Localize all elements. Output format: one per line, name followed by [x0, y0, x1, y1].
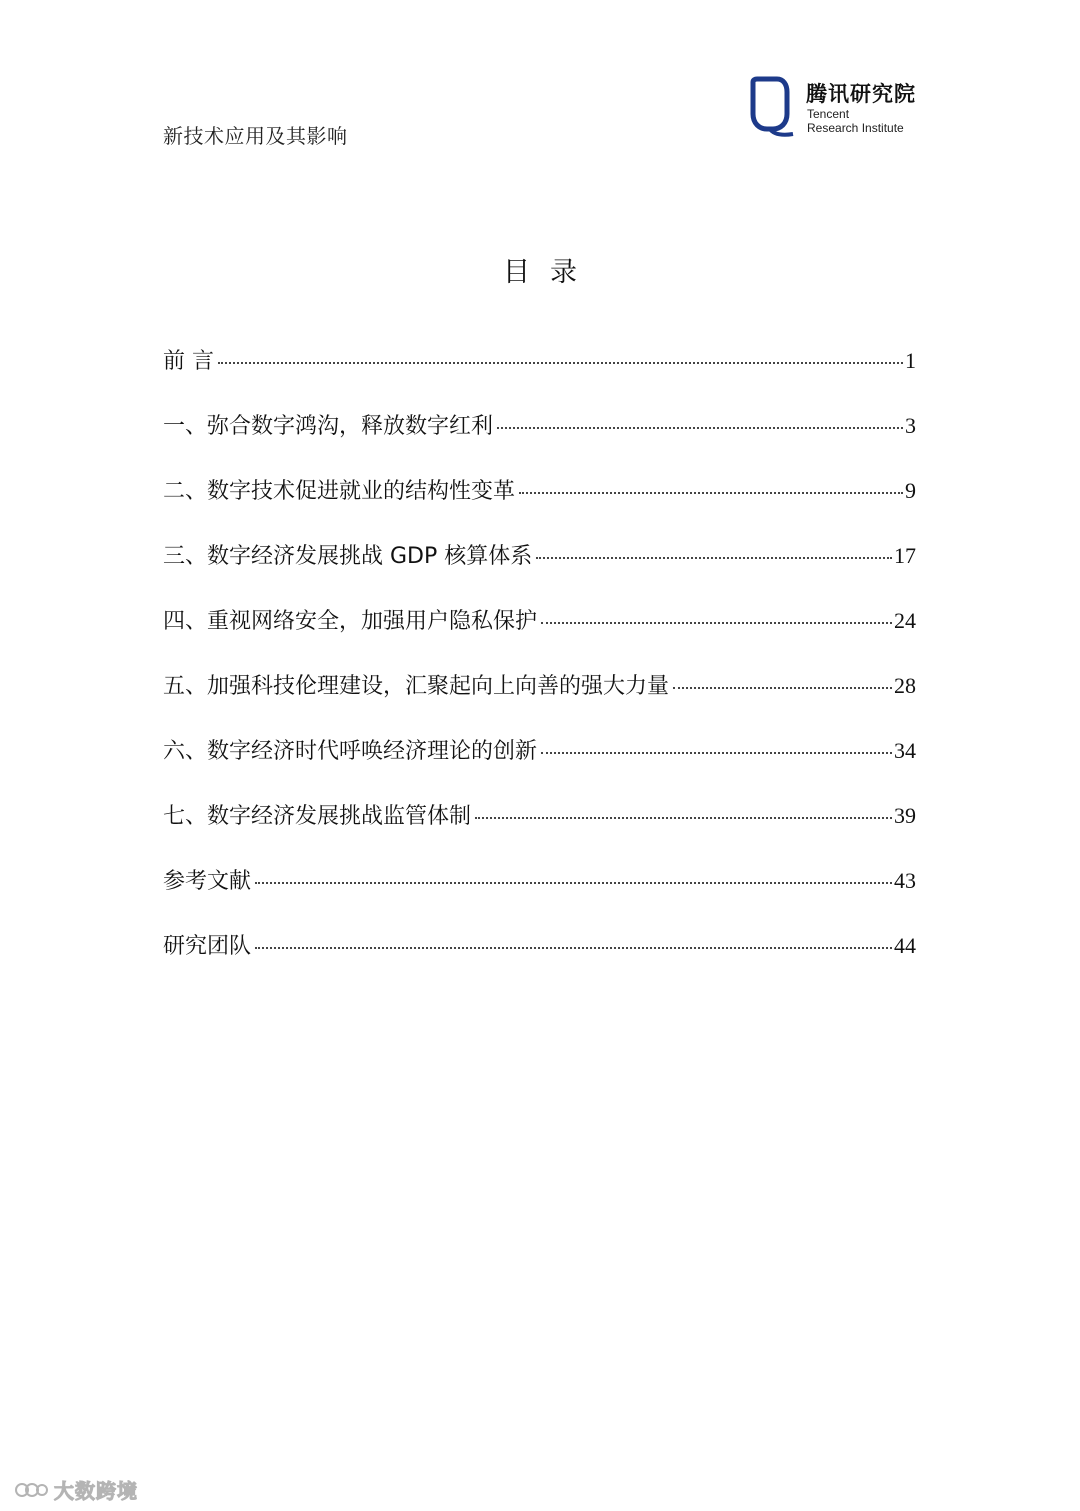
tencent-research-q-icon: [747, 76, 795, 138]
tencent-research-logo: [747, 76, 937, 138]
toc-dot-leader: [475, 817, 892, 819]
table-of-contents: [163, 344, 916, 994]
toc-entry-chapter-6[interactable]: [163, 734, 916, 799]
toc-entry-page: 39: [894, 803, 916, 828]
toc-dot-leader: [536, 557, 892, 559]
toc-entry-label: 五、加强科技伦理建设，汇聚起向上向善的强大力量: [163, 674, 670, 699]
toc-entry-label: 参考文献: [163, 869, 252, 894]
toc-entry-chapter-1[interactable]: [163, 409, 916, 474]
wechat-channel-icon: [14, 1478, 48, 1502]
toc-entry-references[interactable]: [163, 864, 916, 929]
toc-entry-preface[interactable]: [163, 344, 916, 409]
toc-entry-chapter-3[interactable]: [163, 539, 916, 604]
toc-entry-page: 1: [905, 348, 916, 373]
toc-entry-page: 44: [894, 933, 916, 958]
toc-entry-label: 一、弥合数字鸿沟，释放数字红利: [163, 414, 494, 439]
toc-dot-leader: [255, 882, 892, 884]
logo-name-cn: 腾讯研究院: [806, 82, 916, 106]
toc-entry-label: 七、数字经济发展挑战监管体制: [163, 804, 472, 829]
toc-entry-page: 43: [894, 868, 916, 893]
toc-entry-chapter-2[interactable]: [163, 474, 916, 539]
toc-dot-leader: [255, 947, 892, 949]
watermark: [14, 1475, 138, 1504]
toc-dot-leader: [673, 687, 892, 689]
toc-entry-label: 六、数字经济时代呼唤经济理论的创新: [163, 739, 538, 764]
logo-name-en-line1: Tencent: [807, 107, 850, 121]
toc-title: 目录: [503, 257, 597, 288]
toc-entry-page: 9: [905, 478, 916, 503]
toc-dot-leader: [541, 752, 892, 754]
toc-entry-page: 34: [894, 738, 916, 763]
watermark-text: 大数跨境: [54, 1479, 138, 1503]
running-header: 新技术应用及其影响: [163, 124, 348, 148]
toc-entry-page: 3: [905, 413, 916, 438]
toc-entry-label: 研究团队: [163, 934, 252, 959]
toc-entry-label: 二、数字技术促进就业的结构性变革: [163, 479, 516, 504]
toc-entry-page: 24: [894, 608, 916, 633]
toc-dot-leader: [519, 492, 903, 494]
toc-entry-label: 前 言: [163, 349, 214, 374]
toc-entry-chapter-5[interactable]: [163, 669, 916, 734]
toc-entry-research-team[interactable]: [163, 929, 916, 994]
toc-entry-chapter-4[interactable]: [163, 604, 916, 669]
toc-dot-leader: [541, 622, 892, 624]
logo-name-en-line2: Research Institute: [807, 121, 904, 135]
toc-entry-label: 四、重视网络安全，加强用户隐私保护: [163, 609, 538, 634]
toc-entry-label: 三、数字经济发展挑战 GDP 核算体系: [163, 544, 533, 569]
toc-entry-chapter-7[interactable]: [163, 799, 916, 864]
toc-entry-page: 17: [894, 543, 916, 568]
toc-dot-leader: [218, 362, 903, 364]
toc-dot-leader: [497, 427, 903, 429]
toc-entry-page: 28: [894, 673, 916, 698]
